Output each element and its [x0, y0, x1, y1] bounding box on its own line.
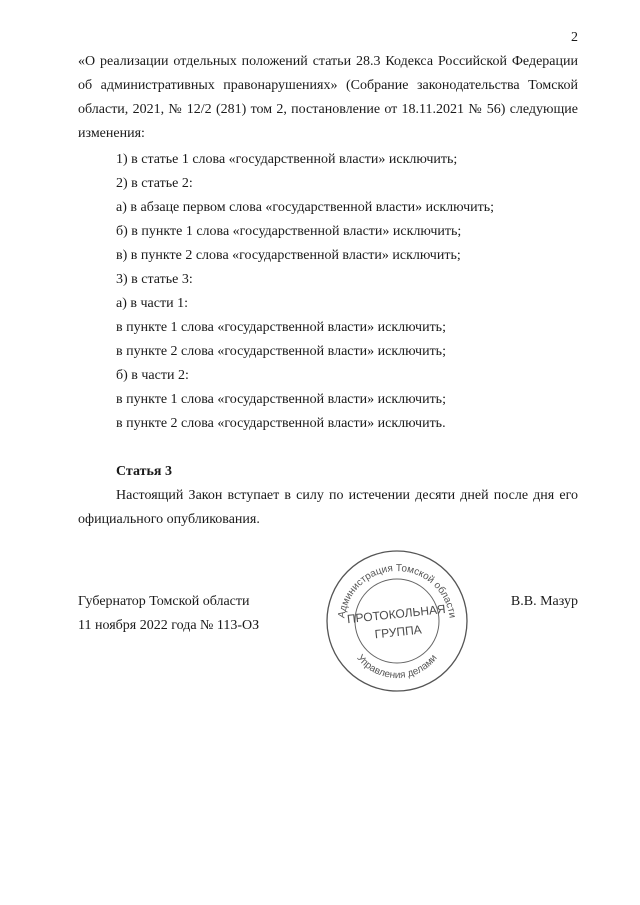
article-title: Статья 3	[116, 464, 172, 479]
svg-text:Управления делами	[354, 653, 439, 681]
list-item: б) в пункте 1 слова «государственной власти» исключить;	[116, 224, 462, 239]
list-item: б) в части 2:	[116, 368, 189, 383]
stamp-line-1: ПРОТОКОЛЬНАЯ	[346, 601, 447, 627]
article-body: Настоящий Закон вступает в силу по истечении десяти дней после дня его официального опубликования.	[78, 488, 578, 527]
signatory-position: Губернатор Томской области	[78, 594, 250, 609]
list-item: а) в части 1:	[116, 296, 188, 311]
list-item: в пункте 1 слова «государственной власти» исключить;	[116, 320, 446, 335]
list-item: в пункте 1 слова «государственной власти» исключить;	[116, 392, 446, 407]
intro-text: «О реализации отдельных положений статьи 28.3 Кодекса Российской Федерации об административных правонарушениях» (Собрание законодательства Томской области, 2021, № 12/2 (281) том 2, постановление от 18.11.2021 № 56) следующие изменения:	[78, 54, 578, 141]
list-item: в пункте 2 слова «государственной власти» исключить.	[116, 416, 446, 431]
page-number: 2	[571, 30, 578, 45]
amendments-list	[78, 148, 578, 436]
list-item: а) в абзаце первом слова «государственной власти» исключить;	[116, 200, 494, 215]
signature-block	[78, 590, 259, 638]
list-item: 2) в статье 2:	[116, 176, 193, 191]
stamp-outer-top: Администрация Томской области	[336, 562, 458, 619]
stamp-line-2: ГРУППА	[373, 622, 423, 642]
list-item: в пункте 2 слова «государственной власти» исключить;	[116, 344, 446, 359]
signatory-name: В.В. Мазур	[510, 594, 578, 609]
list-item: в) в пункте 2 слова «государственной власти» исключить;	[116, 248, 461, 263]
article-3	[78, 460, 578, 532]
intro-paragraph	[78, 50, 578, 146]
official-stamp	[322, 546, 472, 696]
list-item: 3) в статье 3:	[116, 272, 193, 287]
stamp-outer-bottom: Управления делами	[354, 652, 440, 682]
law-date-number: 11 ноября 2022 года № 113-ОЗ	[78, 618, 260, 633]
list-item: 1) в статье 1 слова «государственной власти» исключить;	[116, 152, 458, 167]
